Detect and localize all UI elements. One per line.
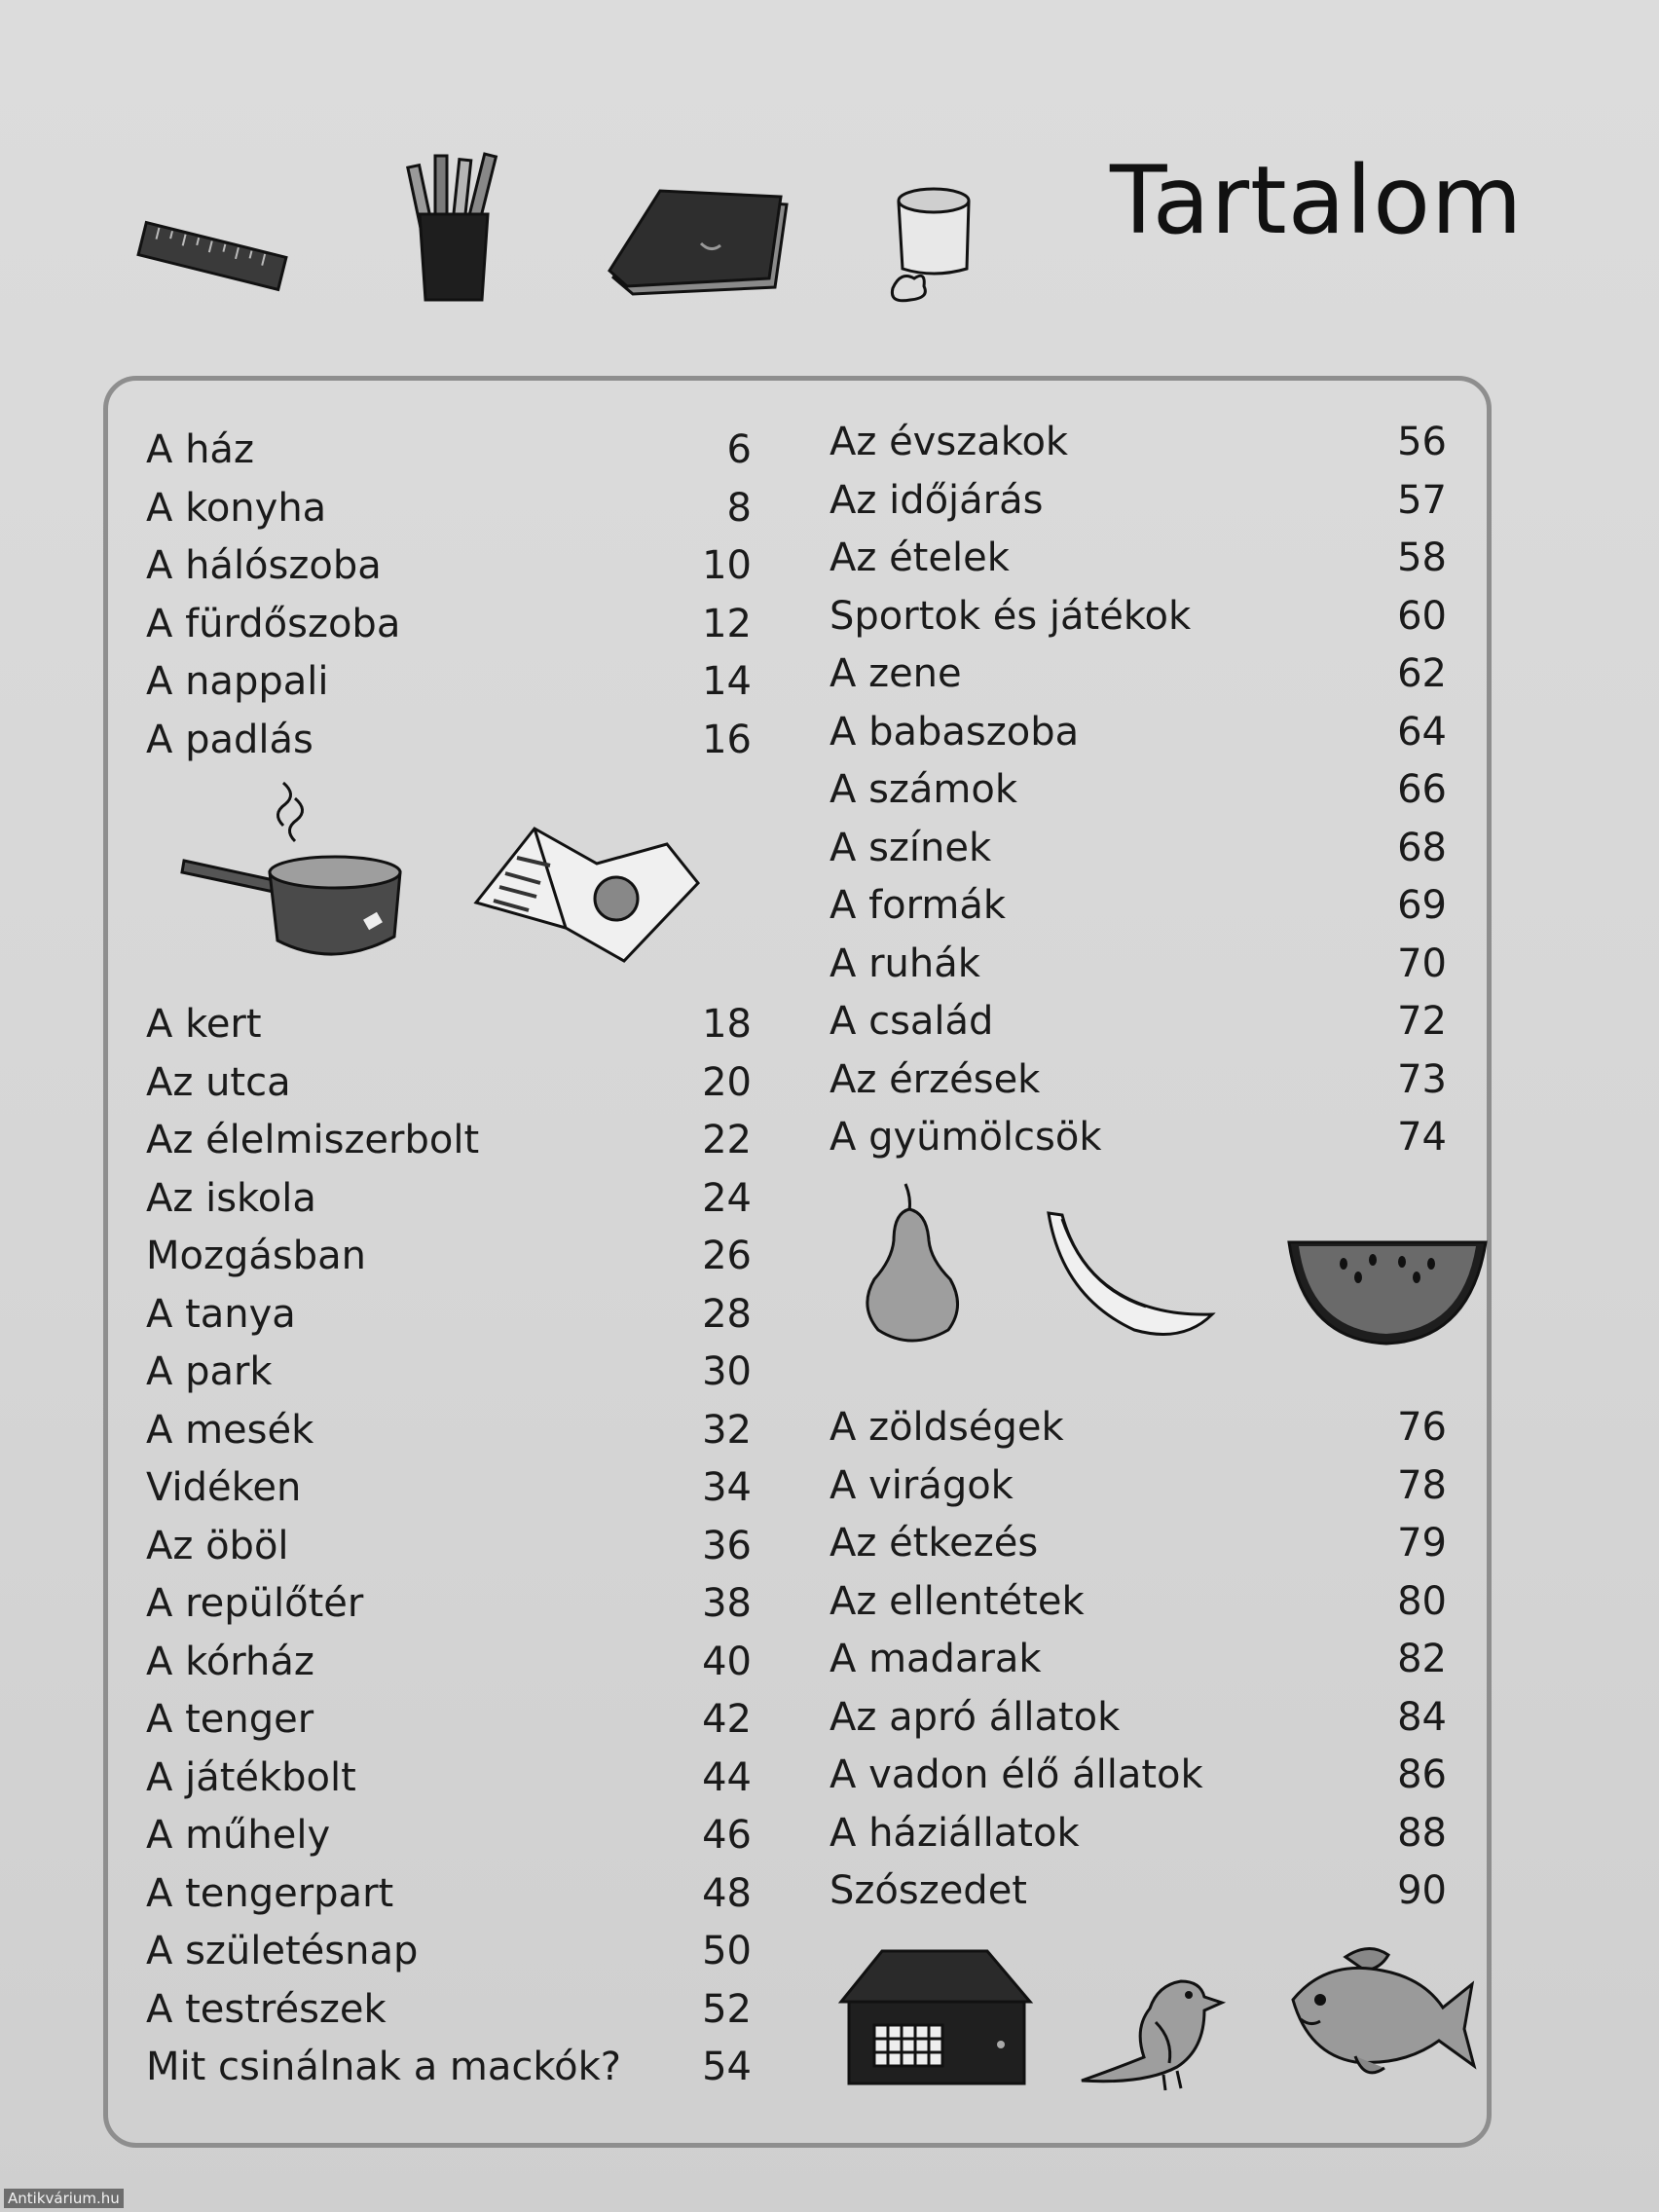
toc-entry bbox=[146, 1285, 752, 1344]
open-magazine-icon bbox=[472, 823, 701, 969]
toc-entry bbox=[146, 479, 752, 537]
ruler-icon bbox=[134, 212, 290, 300]
toc-entry-page: 50 bbox=[702, 1929, 752, 1973]
watermelon-icon bbox=[1285, 1235, 1490, 1346]
toc-entry-page: 48 bbox=[702, 1870, 752, 1916]
toc-entry-title: A testrészek bbox=[146, 1986, 387, 2032]
toc-entry bbox=[830, 1688, 1447, 1747]
toc-entry-title: Az iskola bbox=[146, 1175, 316, 1221]
toc-entry-page: 62 bbox=[1397, 651, 1447, 696]
toc-entry bbox=[146, 711, 752, 769]
book-icon bbox=[604, 185, 793, 302]
toc-entry-page: 78 bbox=[1397, 1462, 1447, 1508]
toc-entry-page: 80 bbox=[1397, 1578, 1447, 1624]
toc-entry bbox=[830, 1108, 1447, 1166]
toc-entry-page: 38 bbox=[702, 1581, 752, 1626]
toc-entry bbox=[830, 1398, 1447, 1456]
toc-entry-title: A zöldségek bbox=[830, 1405, 1064, 1450]
toc-entry-title: A madarak bbox=[830, 1637, 1042, 1681]
toc-entry bbox=[146, 1053, 752, 1112]
toc-entry bbox=[830, 1456, 1447, 1515]
toc-entry-title: Vidéken bbox=[146, 1465, 302, 1510]
toc-entry-page: 64 bbox=[1397, 709, 1447, 755]
toc-entry-title: A kórház bbox=[146, 1639, 314, 1684]
toc-entry-title: A hálószoba bbox=[146, 543, 382, 588]
toc-entry-title: A háziállatok bbox=[830, 1810, 1080, 1856]
page-title: Tartalom bbox=[1110, 146, 1524, 255]
toc-entry bbox=[146, 1169, 752, 1228]
toc-entry-title: A virágok bbox=[830, 1462, 1014, 1508]
paint-pot-icon bbox=[881, 173, 983, 305]
toc-entry bbox=[830, 413, 1447, 471]
toc-entry bbox=[146, 1806, 752, 1864]
toc-entry-title: A színek bbox=[830, 825, 992, 870]
toc-entry bbox=[830, 935, 1447, 993]
toc-entry-page: 40 bbox=[702, 1639, 752, 1684]
toc-entry-title: Mozgásban bbox=[146, 1234, 366, 1278]
toc-entry-title: A repülőtér bbox=[146, 1581, 364, 1626]
toc-entry bbox=[146, 1227, 752, 1285]
toc-entry bbox=[830, 471, 1447, 530]
toc-entry bbox=[830, 703, 1447, 761]
toc-entry bbox=[146, 1864, 752, 1923]
toc-entry-page: 74 bbox=[1397, 1115, 1447, 1160]
toc-entry-page: 8 bbox=[726, 485, 752, 531]
toc-entry-page: 24 bbox=[702, 1175, 752, 1221]
toc-entry bbox=[830, 1051, 1447, 1109]
toc-entry-page: 56 bbox=[1397, 420, 1447, 464]
toc-entry-title: A születésnap bbox=[146, 1929, 419, 1973]
toc-entry-page: 69 bbox=[1397, 883, 1447, 928]
toc-entry-title: A számok bbox=[830, 767, 1018, 812]
toc-entry-title: Az évszakok bbox=[830, 420, 1069, 464]
toc-entry-title: A gyümölcsök bbox=[830, 1115, 1102, 1160]
toc-entry-title: Az étkezés bbox=[830, 1521, 1039, 1566]
toc-entry-page: 72 bbox=[1397, 999, 1447, 1044]
toc-entry-page: 82 bbox=[1397, 1637, 1447, 1681]
toc-entry bbox=[146, 995, 752, 1053]
toc-entry-page: 6 bbox=[726, 427, 752, 472]
toc-entry-title: Sportok és játékok bbox=[830, 593, 1192, 639]
toc-entry bbox=[146, 1574, 752, 1633]
toc-entry-title: A fürdőszoba bbox=[146, 601, 401, 646]
toc-entry-title: A vadon élő állatok bbox=[830, 1752, 1203, 1797]
toc-entry bbox=[830, 1630, 1447, 1688]
toc-entry-title: Mit csinálnak a mackók? bbox=[146, 2045, 621, 2089]
toc-entry-title: Az apró állatok bbox=[830, 1694, 1121, 1740]
toc-entry-title: A család bbox=[830, 999, 994, 1044]
fish-icon bbox=[1287, 1939, 1477, 2085]
toc-entry-title: A játékbolt bbox=[146, 1754, 356, 1800]
toc-entry-page: 58 bbox=[1397, 535, 1447, 580]
toc-entry-page: 36 bbox=[702, 1523, 752, 1568]
toc-entry-page: 57 bbox=[1397, 477, 1447, 523]
toc-entry bbox=[830, 587, 1447, 645]
toc-entry-title: A ház bbox=[146, 427, 254, 472]
birdhouse-icon bbox=[835, 1947, 1035, 2088]
toc-entry-page: 86 bbox=[1397, 1752, 1447, 1797]
toc-entry-title: A tanya bbox=[146, 1291, 296, 1337]
pencil-cup-icon bbox=[394, 146, 511, 307]
toc-entry-title: Az ételek bbox=[830, 535, 1010, 580]
toc-entry-page: 10 bbox=[702, 543, 752, 588]
banana-icon bbox=[1037, 1209, 1217, 1346]
toc-entry-title: A műhely bbox=[146, 1813, 331, 1858]
toc-entry-page: 66 bbox=[1397, 767, 1447, 812]
toc-entry bbox=[830, 1862, 1447, 1920]
toc-entry bbox=[146, 1633, 752, 1691]
toc-entry-title: Az élelmiszerbolt bbox=[146, 1118, 480, 1162]
toc-entry bbox=[146, 595, 752, 653]
toc-entry-title: A mesék bbox=[146, 1407, 314, 1453]
toc-entry-title: A nappali bbox=[146, 659, 329, 704]
toc-entry-page: 26 bbox=[702, 1234, 752, 1278]
toc-entry bbox=[830, 819, 1447, 877]
toc-entry-page: 60 bbox=[1397, 593, 1447, 639]
toc-entry bbox=[146, 652, 752, 711]
toc-entry-page: 54 bbox=[702, 2045, 752, 2089]
toc-entry bbox=[146, 421, 752, 479]
toc-entry-page: 18 bbox=[702, 1002, 752, 1047]
toc-entry-title: A formák bbox=[830, 883, 1007, 928]
toc-entry bbox=[830, 1514, 1447, 1572]
toc-entry-page: 44 bbox=[702, 1754, 752, 1800]
toc-entry-title: Az érzések bbox=[830, 1056, 1041, 1102]
pear-icon bbox=[855, 1180, 972, 1346]
toc-entry bbox=[830, 876, 1447, 935]
toc-entry bbox=[146, 1749, 752, 1807]
toc-entry-title: A zene bbox=[830, 651, 962, 696]
toc-entry-title: A tenger bbox=[146, 1697, 314, 1742]
toc-entry-page: 70 bbox=[1397, 940, 1447, 986]
toc-entry bbox=[146, 2038, 752, 2096]
toc-entry-title: Szószedet bbox=[830, 1868, 1027, 1913]
toc-entry bbox=[830, 760, 1447, 819]
toc-entry-title: A ruhák bbox=[830, 940, 980, 986]
toc-entry-page: 76 bbox=[1397, 1405, 1447, 1450]
toc-entry-page: 32 bbox=[702, 1407, 752, 1453]
toc-entry bbox=[830, 1572, 1447, 1631]
toc-entry bbox=[146, 1517, 752, 1575]
toc-entry bbox=[146, 1111, 752, 1169]
toc-entry-title: A kert bbox=[146, 1002, 262, 1047]
toc-entry bbox=[146, 536, 752, 595]
toc-entry-title: Az időjárás bbox=[830, 477, 1044, 523]
toc-entry-page: 30 bbox=[702, 1349, 752, 1394]
toc-entry bbox=[146, 1343, 752, 1401]
toc-entry-page: 90 bbox=[1397, 1868, 1447, 1913]
toc-entry-page: 42 bbox=[702, 1697, 752, 1742]
toc-entry bbox=[146, 1401, 752, 1459]
toc-entry bbox=[146, 1458, 752, 1517]
toc-entry-title: Az öböl bbox=[146, 1523, 289, 1568]
toc-entry-page: 52 bbox=[702, 1986, 752, 2032]
toc-entry bbox=[830, 992, 1447, 1051]
toc-entry bbox=[830, 529, 1447, 587]
toc-entry bbox=[146, 1690, 752, 1749]
toc-entry-page: 68 bbox=[1397, 825, 1447, 870]
toc-entry bbox=[830, 1746, 1447, 1804]
toc-entry-page: 73 bbox=[1397, 1056, 1447, 1102]
toc-entry-page: 22 bbox=[702, 1118, 752, 1162]
toc-entry-page: 34 bbox=[702, 1465, 752, 1510]
toc-entry-title: A padlás bbox=[146, 717, 313, 762]
saucepan-icon bbox=[180, 779, 404, 969]
toc-entry-page: 84 bbox=[1397, 1694, 1447, 1740]
toc-entry-page: 14 bbox=[702, 659, 752, 704]
toc-entry-page: 16 bbox=[702, 717, 752, 762]
toc-entry bbox=[830, 645, 1447, 703]
toc-entry-title: Az utca bbox=[146, 1059, 291, 1105]
toc-entry-page: 12 bbox=[702, 601, 752, 646]
toc-entry bbox=[146, 1980, 752, 2039]
toc-entry-page: 20 bbox=[702, 1059, 752, 1105]
toc-entry-page: 88 bbox=[1397, 1810, 1447, 1856]
toc-entry-title: A babaszoba bbox=[830, 709, 1080, 755]
toc-entry-title: A tengerpart bbox=[146, 1870, 394, 1916]
watermark: Antikvárium.hu bbox=[4, 2189, 124, 2208]
toc-entry-page: 79 bbox=[1397, 1521, 1447, 1566]
toc-entry bbox=[146, 1922, 752, 1980]
toc-entry-title: A konyha bbox=[146, 485, 327, 531]
toc-entry bbox=[830, 1804, 1447, 1862]
toc-entry-title: A park bbox=[146, 1349, 273, 1394]
toc-entry-title: Az ellentétek bbox=[830, 1578, 1085, 1624]
bird-icon bbox=[1076, 1952, 1227, 2093]
toc-entry-page: 46 bbox=[702, 1813, 752, 1858]
toc-entry-page: 28 bbox=[702, 1291, 752, 1337]
